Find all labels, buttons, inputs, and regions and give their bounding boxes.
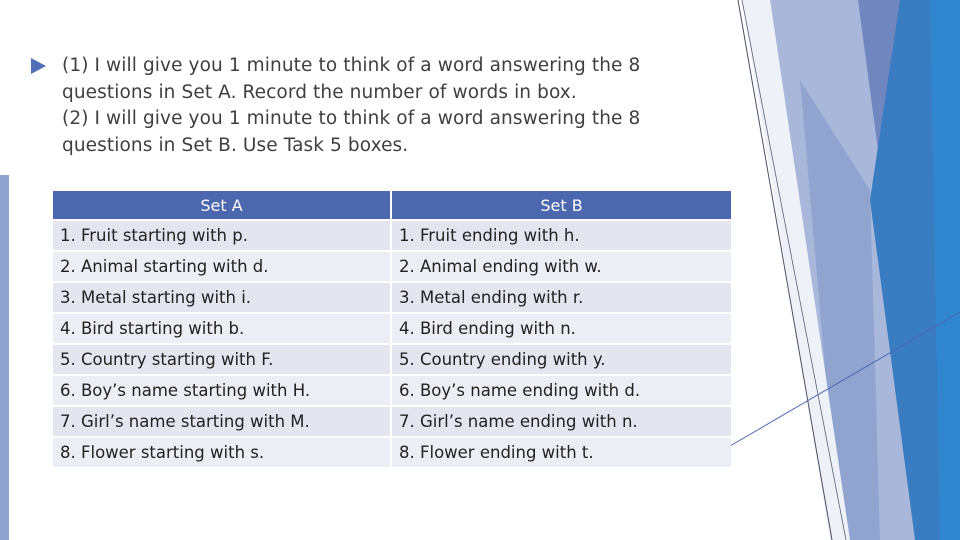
set-b-item: 4. Bird ending with n. [392, 314, 731, 345]
sets-table [53, 191, 731, 469]
table-row [53, 438, 731, 469]
header-set-b: Set B [392, 191, 731, 221]
set-a-item: 8. Flower starting with s. [53, 438, 392, 469]
set-b-item: 6. Boy’s name ending with d. [392, 376, 731, 407]
instruction-line-2: questions in Set A. Record the number of words in box. [62, 81, 577, 103]
set-a-item: 1. Fruit starting with p. [53, 221, 392, 252]
set-b-item: 5. Country ending with y. [392, 345, 731, 376]
set-b-item: 3. Metal ending with r. [392, 283, 731, 314]
table-row [53, 345, 731, 376]
set-b-item: 2. Animal ending with w. [392, 252, 731, 283]
table-row [53, 252, 731, 283]
table-row [53, 283, 731, 314]
arrow-marker-icon [31, 58, 46, 74]
table-row [53, 221, 731, 252]
set-a-item: 3. Metal starting with i. [53, 283, 392, 314]
left-accent-strip [0, 175, 9, 540]
set-a-item: 2. Animal starting with d. [53, 252, 392, 283]
instructions [62, 53, 722, 159]
instruction-line-4: questions in Set B. Use Task 5 boxes. [62, 134, 409, 156]
header-set-a: Set A [53, 191, 392, 221]
table-row [53, 376, 731, 407]
instruction-line-1: (1) I will give you 1 minute to think of a word answering the 8 [62, 55, 641, 76]
table-header-row [53, 191, 731, 221]
set-a-item: 4. Bird starting with b. [53, 314, 392, 345]
set-a-item: 6. Boy’s name starting with H. [53, 376, 392, 407]
set-a-item: 7. Girl’s name starting with M. [53, 407, 392, 438]
set-b-item: 8. Flower ending with t. [392, 438, 731, 469]
set-a-item: 5. Country starting with F. [53, 345, 392, 376]
instruction-line-3: (2) I will give you 1 minute to think of a word answering the 8 [62, 108, 641, 129]
table-row [53, 314, 731, 345]
table-row [53, 407, 731, 438]
set-b-item: 7. Girl’s name ending with n. [392, 407, 731, 438]
set-b-item: 1. Fruit ending with h. [392, 221, 731, 252]
